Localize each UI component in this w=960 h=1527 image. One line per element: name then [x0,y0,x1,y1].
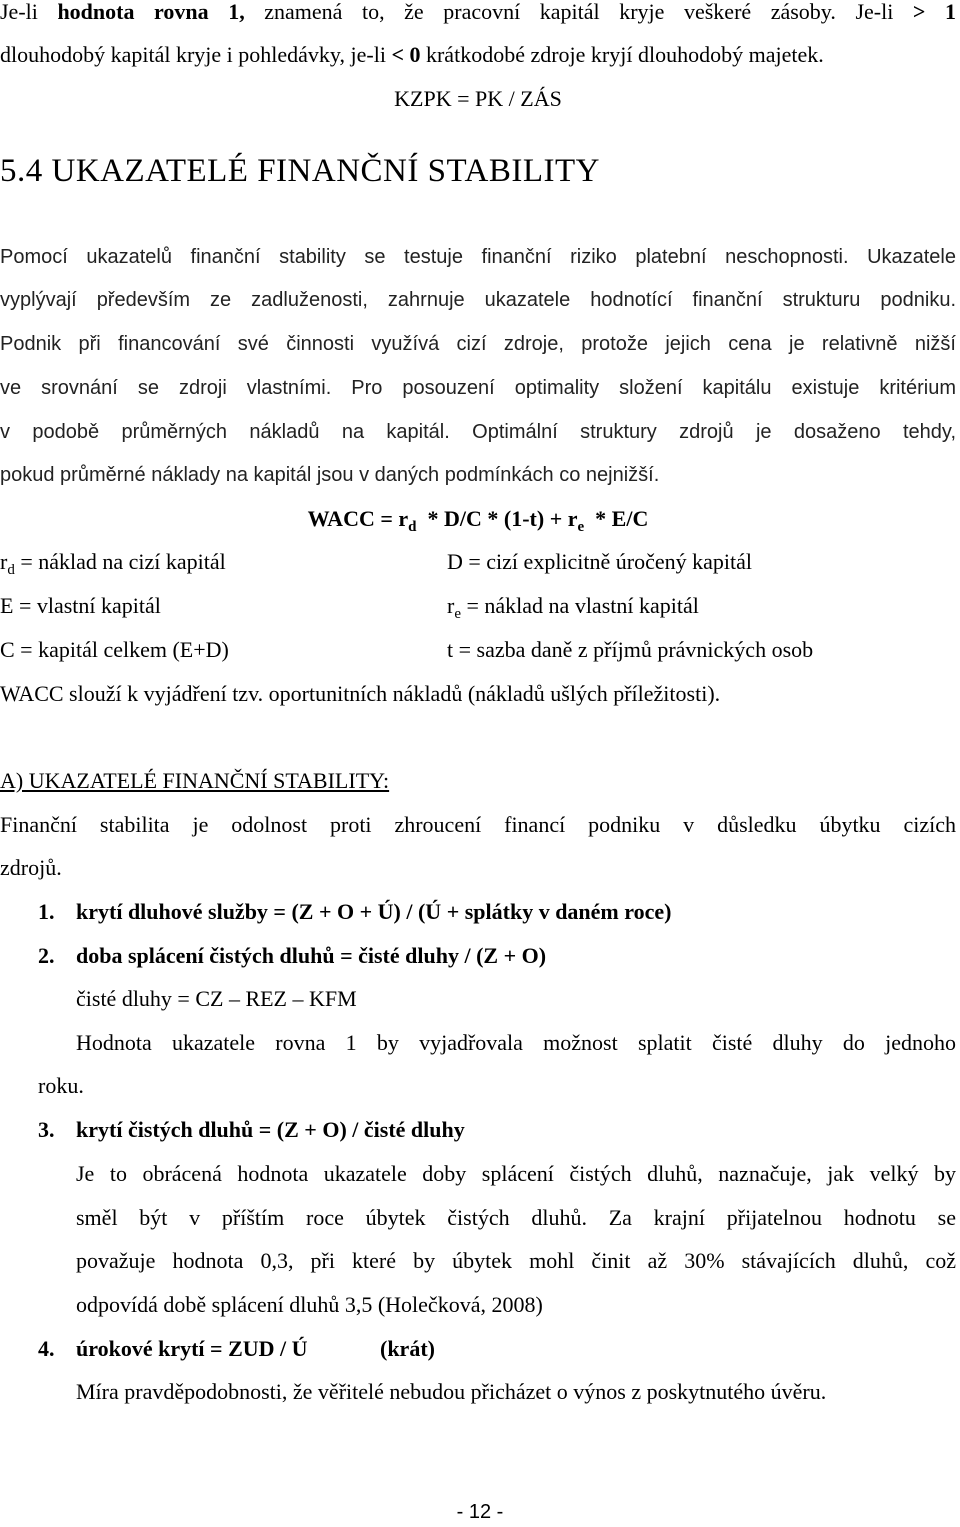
paragraph-line: Podnik při financování své činnosti využívá cizí zdroje, protože jejich cena je relativně nižší [0,333,956,355]
wacc-formula: WACC = $r_d * D/C * (1-t) + r_e * E/C$ [307,506,649,535]
definition-d: D = cizí explicitně úročený kapitál [447,549,753,574]
list-number: 1. [38,899,55,924]
definition-row [0,628,956,672]
definition-re: $r_e$ = náklad na vlastní kapitál [447,593,699,622]
indicator-description: směl být v příštím roce úbytek čistých dluhů. Za krajní přijatelnou hodnotu se [76,1205,956,1230]
paragraph-line: vyplývají především ze zadluženosti, zahrnuje ukazatele hodnotící finanční strukturu podniku. [0,289,956,311]
definition-t: t = sazba daně z příjmů právnických osob [447,637,814,662]
list-number: 4. [38,1336,55,1361]
paragraph-line: v podobě průměrných nákladů na kapitál. Optimální struktury zdrojů je dosaženo tehdy, [0,421,956,443]
intro-line-1: Je-li hodnota rovna 1, znamená to, že pracovní kapitál kryje veškeré zásoby. Je-li > 1 [0,0,956,24]
indicator-description: Je to obrácená hodnota ukazatele doby splácení čistých dluhů, naznačuje, jak velký by [76,1161,956,1186]
wacc-note: WACC slouží k vyjádření tzv. oportunitních nákladů (nákladů ušlých příležitosti). [0,681,721,706]
list-number: 3. [38,1117,55,1142]
indicator-title: krytí čistých dluhů = (Z + O) / čisté dluhy [76,1117,465,1142]
indicator-description: Míra pravděpodobnosti, že věřitelé nebudou přicházet o výnos z poskytnutého úvěru. [76,1379,827,1404]
indicator-title: doba splácení čistých dluhů = čisté dluhy / (Z + O) [76,943,547,968]
paragraph-line: ve srovnání se zdroji vlastními. Pro posouzení optimality složení kapitálu existuje kritérium [0,377,956,399]
section-heading: 5.4 UKAZATELÉ FINANČNÍ STABILITY [0,153,600,189]
indicator-description: považuje hodnota 0,3, při které by úbytek mohl činit až 30% stávajících dluhů, což [76,1248,956,1273]
paragraph-line: pokud průměrné náklady na kapitál jsou v daných podmínkách co nejnižší. [0,464,660,486]
indicator-description: odpovídá době splácení dluhů 3,5 (Holečková, 2008) [76,1292,543,1317]
part-a-definition: zdrojů. [0,855,62,880]
definition-c: C = kapitál celkem (E+D) [0,637,229,662]
definition-row [0,584,956,628]
indicator-subformula: čisté dluhy = CZ – REZ – KFM [76,986,357,1011]
part-a-definition: Finanční stabilita je odolnost proti zhroucení financí podniku v důsledku úbytku cizích [0,812,956,837]
indicator-title: úrokové krytí = ZUD / Ú [76,1336,308,1361]
indicator-description: roku. [38,1073,84,1098]
definition-rd: $r_d$ = náklad na cizí kapitál [0,549,226,578]
formula-kzpk: KZPK = PK / ZÁS [394,86,562,111]
part-a-heading: A) UKAZATELÉ FINANČNÍ STABILITY: [0,768,390,793]
definition-e: E = vlastní kapitál [0,593,161,618]
definition-row [0,540,956,584]
indicator-unit: (krát) [380,1336,435,1361]
page-number: - 12 - [456,1501,504,1523]
paragraph-line: Pomocí ukazatelů finanční stability se testuje finanční riziko platební neschopnosti. Ukazatele [0,246,956,268]
intro-line-2: dlouhodobý kapitál kryje i pohledávky, je-li < 0 krátkodobé zdroje kryjí dlouhodobý majetek. [0,42,824,67]
indicator-title: krytí dluhové služby = (Z + O + Ú) / (Ú + splátky v daném roce) [76,899,672,924]
indicator-description: Hodnota ukazatele rovna 1 by vyjadřovala možnost splatit čisté dluhy do jednoho [76,1030,956,1055]
list-number: 2. [38,943,55,968]
